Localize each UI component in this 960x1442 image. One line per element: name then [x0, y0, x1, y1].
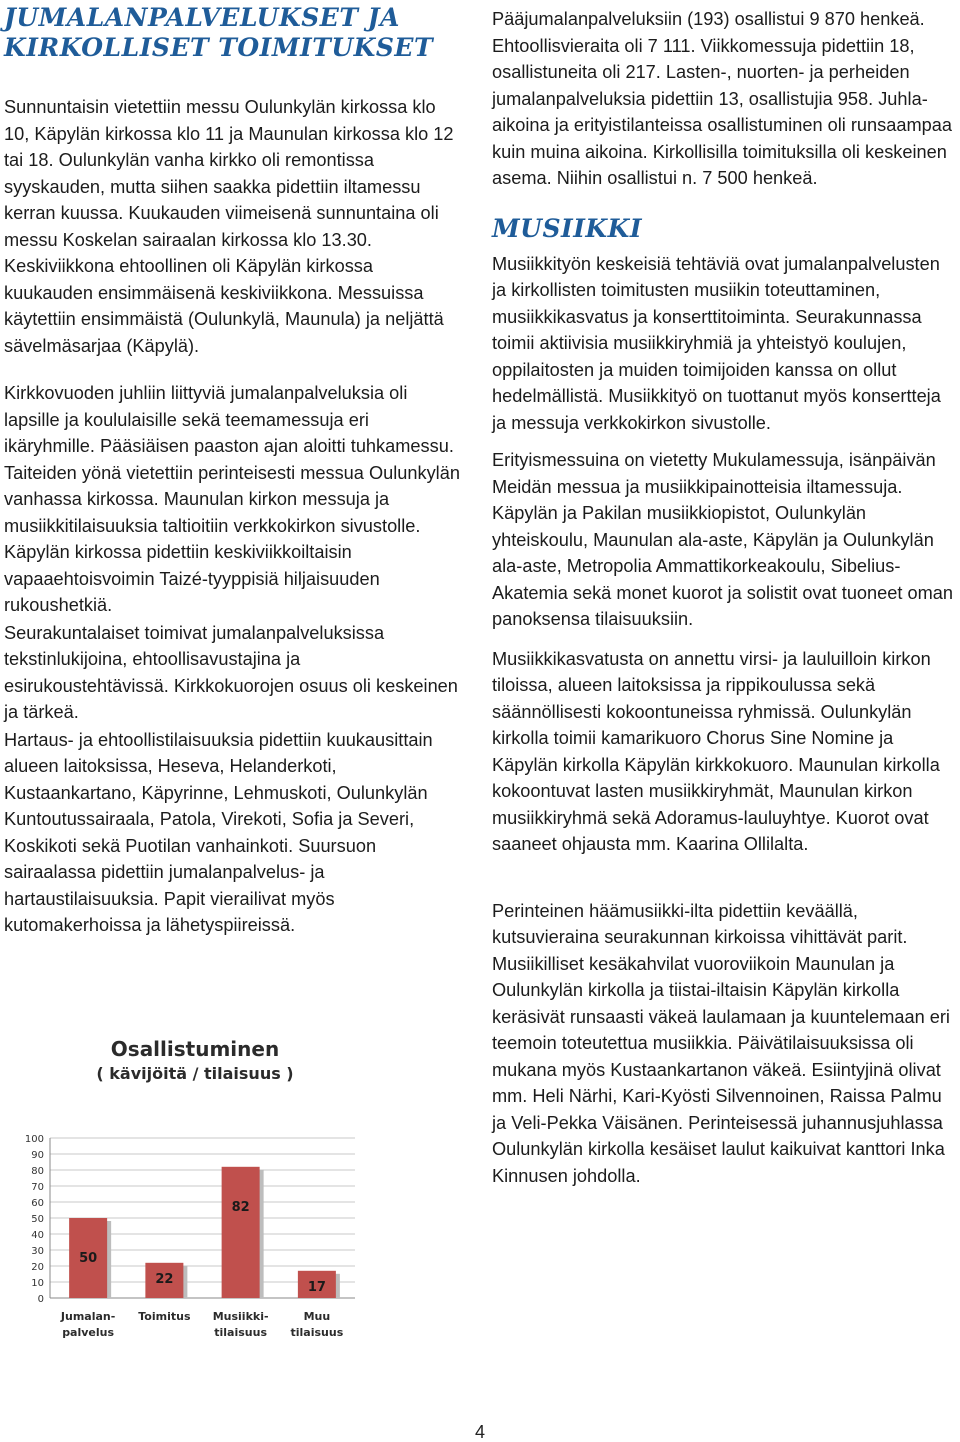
y-tick-label: 90	[31, 1150, 44, 1161]
y-tick-label: 30	[31, 1246, 44, 1257]
attendance-chart	[10, 1030, 360, 1375]
category-label: Jumalan-palvelus	[60, 1310, 116, 1339]
paragraph: Sunnuntaisin vietettiin messu Oulunkylän kirkossa klo 10, Käpylän kirkossa klo 11 ja Maunulan kirkossa klo 12 tai 18. Oulunkylän vanha kirkko oli remontissa syyskauden, mutta siihen saakka pidettiin iltamessu kerran kuussa. Kuukauden viimeisenä sunnuntaina oli messu Koskelan sairaalan kirkossa klo 13.30. Keskiviikkona ehtoollinen oli Käpylän kirkossa kuukauden ensimmäisenä keskiviikkona. Messuissa käytettiin ensimmäistä (Oulunkylä, Maunula) ja neljättä sävelmäsarjaa (Käpylä).	[4, 97, 454, 356]
chart-subtitle: ( kävijöitä / tilaisuus )	[96, 1064, 294, 1083]
paragraph: Musiikkikasvatusta on annettu virsi- ja lauluilloin kirkon tiloissa, alueen laitoksissa ja rippikoulussa sekä säännöllisesti kokoontuneissa ryhmissä. Oulunkylän kirkolla toimii kamarikuoro Chorus Sine Nomine ja Käpylän kirkolla Käpylän kirkkokuoro. Maunulan kirkolla kokoontuvat lasten musiikkiryhmät, Maunulan kirkon musiikkiryhmä sekä Adoramus-lauluyhtye. Kuorot ovat saaneet ohjausta mm. Kaarina Ollilalta.	[492, 648, 940, 854]
section-heading-services: JUMALANPALVELUKSET JA KIRKOLLISET TOIMITUKSET	[4, 3, 434, 62]
category-label: Muu tilaisuus	[290, 1310, 344, 1339]
y-tick-label: 10	[31, 1278, 44, 1289]
y-tick-label: 40	[31, 1230, 44, 1241]
chart-svg	[10, 1030, 360, 1375]
y-tick-label: 0	[37, 1294, 44, 1305]
paragraph: Musiikkityön keskeisiä tehtäviä ovat jumalanpalvelusten ja kirkollisten toimitusten musiikin toteuttaminen, musiikkikasvatus ja konserttitoiminta. Seurakunnassa toimii aktiivisia musiikkiryhmiä ja yhteistyö koulujen, oppilaitosten ja muiden toimijoiden kanssa on ollut hedelmällistä. Musiikkityö on tuottanut myös konsertteja ja messuja verkkokirkon sivustolle.	[492, 253, 941, 433]
bar	[222, 1167, 260, 1298]
y-tick-label: 100	[24, 1134, 44, 1145]
paragraph: Pääjumalanpalveluksiin (193) osallistui 9 870 henkeä. Ehtoollisvieraita oli 7 111. Viikkomessuja pidettiin 18, osallistuneita oli 217. Lasten-, nuorten- ja perheiden jumalanpalveluksia pidettiin 13, osallistujia 958. Juhla-aikoina ja erityistilanteissa osallistuminen oli runsaampaa kuin muina aikoina. Kirkollisilla toimituksilla oli keskeinen asema. Niihin osallistui n. 7 500 henkeä.	[492, 9, 952, 188]
data-label: 22	[155, 1271, 174, 1287]
y-tick-label: 60	[31, 1198, 44, 1209]
category-label: Toimitus	[138, 1310, 191, 1323]
paragraph: Erityismessuina on vietetty Mukulamessuja, isänpäivän Meidän messua ja musiikkipainotteisia iltamessuja. Käpylän ja Pakilan musiikkiopistot, Oulunkylän yhteiskoulu, Maunulan ala-aste, Käpylän ja Oulunkylän ala-aste, Metropolia Ammattikorkeakoulu, Sibelius-Akatemia sekä monet kuorot ja solistit ovat tuoneet oman panoksensa tilaisuuksiin.	[492, 450, 953, 629]
data-label: 82	[231, 1199, 250, 1215]
section-heading-music: MUSIIKKI	[492, 213, 643, 243]
y-tick-label: 50	[31, 1214, 44, 1225]
y-tick-label: 70	[31, 1182, 44, 1193]
page-number: 4	[474, 1422, 485, 1442]
data-label: 17	[307, 1279, 326, 1295]
chart-title: Osallistuminen	[110, 1037, 280, 1061]
y-tick-label: 20	[31, 1262, 44, 1273]
paragraph: Seurakuntalaiset toimivat jumalanpalveluksissa tekstinlukijoina, ehtoollisavustajina ja esirukoustehtävissä. Kirkkokuorojen osuus oli keskeinen ja tärkeä.	[4, 622, 458, 722]
paragraph: Perinteinen häämusiikki-ilta pidettiin keväällä, kutsuvieraina seurakunnan kirkoissa vihittävät parit. Musiikilliset kesäkahvilat vuoroviikoin Maunulan ja Oulunkylän kirkolla ja tiistai-iltaisin Käpylän kirkolla keräsivät runsaasti väkeä laulamaan ja kuuntelemaan eri teemoin toteutettua musiikkia. Päivätilaisuuksissa oli mukana myös Kustaankartanon väkeä. Esiintyjinä olivat mm. Heli Närhi, Kari-Kyösti Silvennoinen, Raissa Palmu ja Veli-Pekka Väisänen. Perinteisessä juhannusjuhlassa Oulunkylän kirkolla kesäiset laulut kaikuivat kanttori Inka Kinnusen johdolla.	[492, 900, 950, 1186]
left-column	[4, 0, 464, 939]
data-label: 50	[79, 1251, 98, 1266]
y-tick-label: 80	[31, 1166, 44, 1177]
paragraph: Kirkkovuoden juhliin liittyviä jumalanpalveluksia oli lapsille ja koululaisille sekä teemamessuja eri ikäryhmille. Pääsiäisen paaston ajan aloitti tuhkamessu. Taiteiden yönä vietettiin perinteisesti messua Oulunkylän vanhassa kirkossa. Maunulan kirkon messuja ja musiikkitilaisuuksia taltioitiin verkkokirkon sivustolle. Käpylän kirkossa pidettiin keskiviikkoiltaisin vapaaehtoisvoimin Taizé-tyyppisiä hiljaisuuden rukoushetkiä.	[4, 383, 460, 615]
paragraph: Hartaus- ja ehtoollistilaisuuksia pidettiin kuukausittain alueen laitoksissa, Heseva, Helanderkoti, Kustaankartano, Käpyrinne, Lehmuskoti, Oulunkylän Kuntoutussairaala, Patola, Virekoti, Sofia ja Severi, Koskikoti sekä Puotilan vanhainkoti. Suursuon sairaalassa pidettiin jumalanpalvelus- ja hartaustilaisuuksia. Papit vierailivat myös kutomakerhoissa ja lähetyspiireissä.	[4, 729, 433, 935]
category-label: Musiikki-tilaisuus	[212, 1310, 269, 1339]
right-column	[492, 0, 958, 1189]
